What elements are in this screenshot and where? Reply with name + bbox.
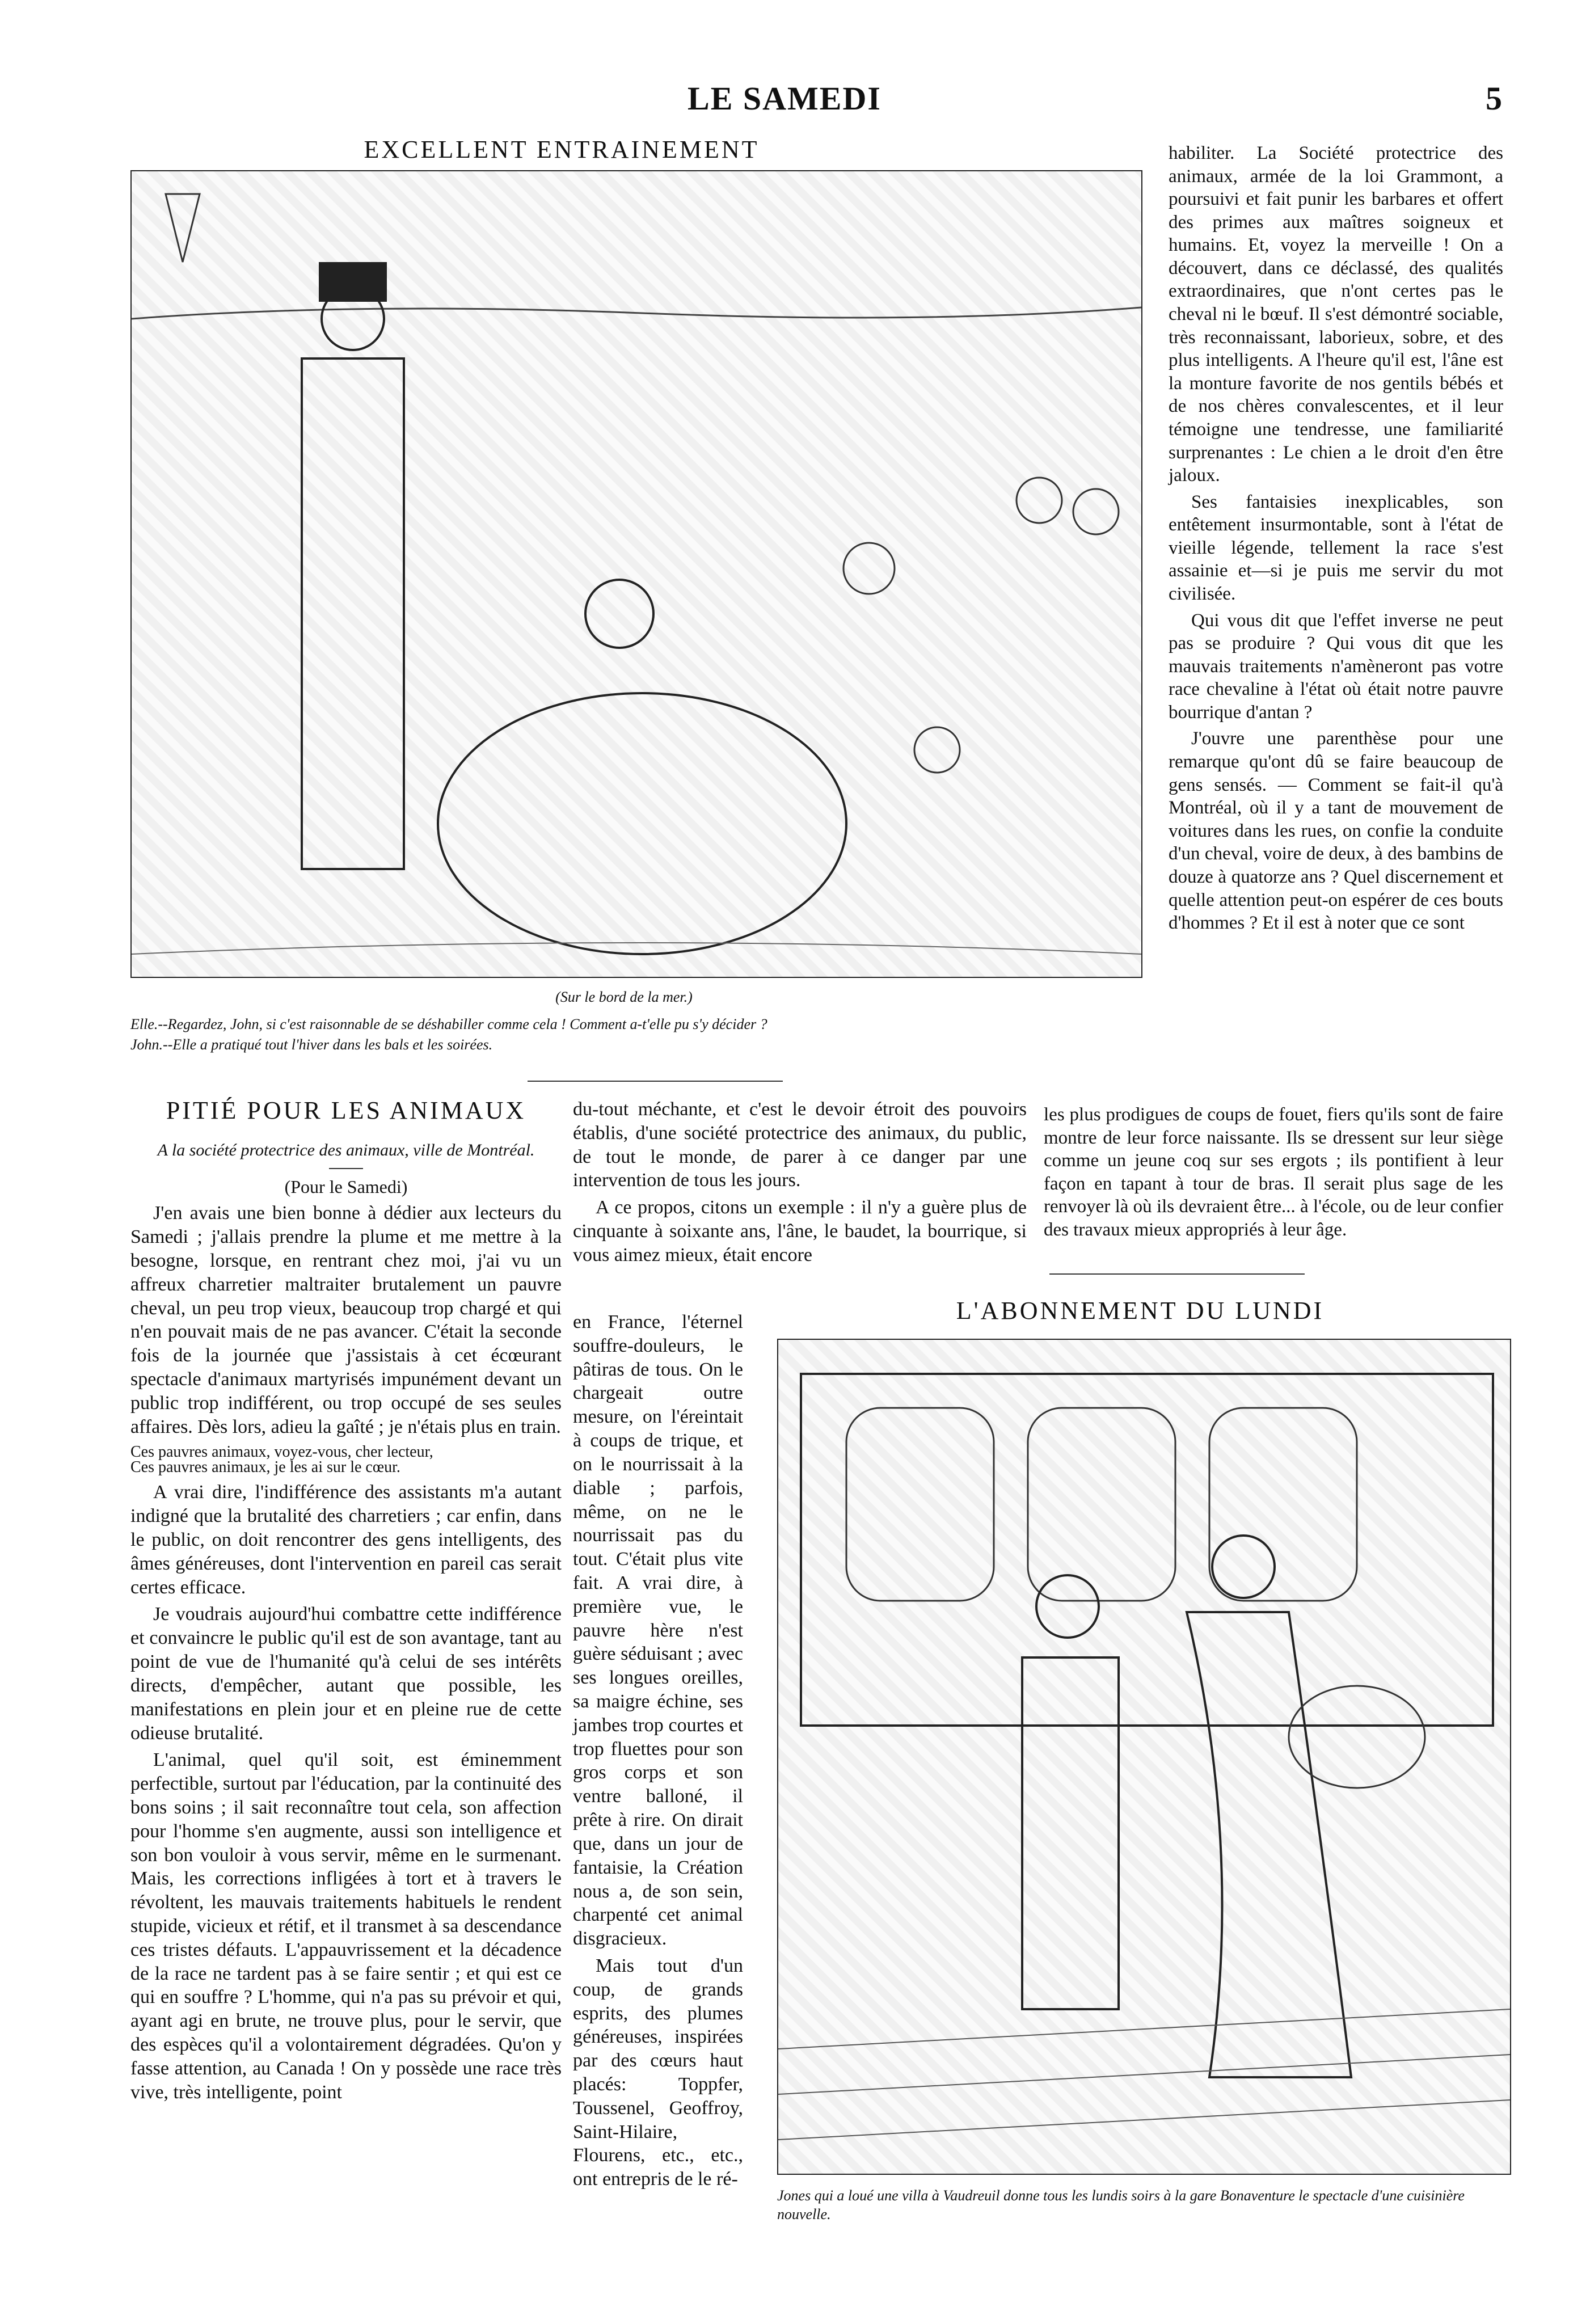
right-paragraph: J'ouvre une parenthèse pour une remarque qu'ont dû se faire beaucoup de gens sensés. — Comment se fait-il qu'à Montréal, où il y a tant de mouvement de voitures dans les rues, on confie la conduite d'un cheval, voire de deux, à des bambins de douze à quatorze ans ? Quel discernement et quelle attention peut-on espérer de ces bouts d'hommes ? Et il est à noter que ce sont (1169, 728, 1503, 934)
beach-illustration (130, 170, 1142, 978)
train-station-illustration (777, 1339, 1511, 2175)
article-title: PITIÉ POUR LES ANIMAUX (166, 1096, 526, 1124)
article-column-2-top (573, 1098, 1027, 1271)
right-paragraph: Qui vous dit que l'effet inverse ne peut pas se produire ? Qui vous dit que les mauvais traitements n'amèneront pas votre race chevaline à l'état où était notre pauvre bourrique d'antan ? (1169, 610, 1503, 723)
right-column-continuation (1044, 1103, 1503, 1245)
article-paragraph: Je voudrais aujourd'hui combattre cette indifférence et convaincre le public qu'il est de son avantage, tant au point de vue de l'humanité qu'à celui de ses intérêts directs, d'empêcher, autant que possible, les manifestations en plein jour et en pleine rue de cette odieuse brutalité. (130, 1604, 562, 1744)
article-column-2-narrow (573, 1310, 743, 2195)
article-byline: (Pour le Samedi) (284, 1176, 408, 1197)
illustration-caption-line2: John.--Elle a pratiqué tout l'hiver dans les bals et les soirées. (130, 1036, 493, 1053)
divider (1049, 1273, 1305, 1275)
article-paragraph: J'en avais une bien bonne à dédier aux lecteurs du Samedi ; j'allais prendre la plume et me mettre à la besogne, lorsque, en rentrant chez moi, j'ai vu un affreux charretier maltraiter brutalement un pauvre cheval, un peu trop vieux, beaucoup trop chargé et qui n'en pouvait mais de ne pas avancer. C'était la seconde fois de la journée que j'assistais à cet écœurant spectacle d'animaux martyrisés impunément devant un public trop indifférent, ou trop occupé de ses seules affaires. Dès lors, adieu la gaîté ; je n'étais plus en train. (130, 1203, 562, 1437)
divider (528, 1081, 783, 1082)
illustration-title: L'ABONNEMENT DU LUNDI (956, 1297, 1325, 1325)
illustration-subtitle: (Sur le bord de la mer.) (555, 989, 693, 1005)
station-scene-drawing (778, 1340, 1510, 2174)
divider (329, 1168, 363, 1169)
continuation-paragraph: les plus prodigues de coups de fouet, fiers qu'ils sont de faire montre de leur force naissante. Ils se dressent sur leur siège comme un jeune coq sur ses ergots ; ils pontifient à leur façon en tapant à tour de bras. Il serait plus sage de les renvoyer là où ils devraient être... à l'école, ou de leur confier des travaux mieux appropriés à leur âge. (1044, 1104, 1503, 1240)
verse-line: Ces pauvres animaux, je les ai sur le cœur. (130, 1458, 400, 1477)
illustration-title: EXCELLENT ENTRAINEMENT (364, 136, 760, 163)
masthead: LE SAMEDI (688, 80, 881, 117)
article-dedication: A la société protectrice des animaux, ville de Montréal. (157, 1141, 535, 1159)
illustration-caption: Jones qui a loué une villa à Vaudreuil donne tous les lundis soirs à la gare Bonaventure le spectacle d'une cuisinière nouvelle. (777, 2187, 1465, 2222)
article-paragraph: du-tout méchante, et c'est le devoir étroit des pouvoirs établis, d'une société protectrice des animaux, du public, de tout le monde, de parer à ce danger par une intervention de tous les jours. (573, 1099, 1027, 1191)
right-paragraph: habiliter. La Société protectrice des animaux, armée de la loi Grammont, a poursuivi et fait punir les barbares et offert des primes aux maîtres soigneux et humains. Et, voyez la merveille ! On a découvert, dans ce déclassé, des qualités extraordinaires, que n'ont certes pas le cheval ni le bœuf. Il s'est démontré sociable, très reconnaissant, laborieux, sobre, et des plus intelligents. A l'heure qu'il est, l'âne est la monture favorite de nos gentils bébés et de nos chères convalescentes, et il leur témoigne une tendresse, une familiarité surprenantes : Le chien a le droit d'en être jaloux. (1169, 143, 1503, 486)
article-paragraph: A vrai dire, l'indifférence des assistants m'a autant indigné que la brutalité des charretiers ; car enfin, dans le public, on doit rencontrer des gens intelligents, des âmes généreuses, dont l'intervention en pareil cas serait certes efficace. (130, 1482, 562, 1598)
article-paragraph: Mais tout d'un coup, de grands esprits, des plumes généreuses, inspirées par des cœurs haut placés: Toppfer, Toussenel, Geoffroy, Saint-Hilaire, Flourens, etc., etc., ont entrepris de le ré- (573, 1955, 743, 2190)
right-column (1169, 142, 1503, 938)
article-paragraph: en France, l'éternel souffre-douleurs, le pâtiras de tous. On le chargeait outre mesure, on l'éreintait à coups de trique, et on le nourrissait à la diable ; parfois, même, on ne le nourrissait pas du tout. C'était plus vite fait. A vrai dire, à première vue, le pauvre hère n'est guère séduisant ; avec ses longues oreilles, sa maigre échine, ses jambes trop courtes et trop fluettes pour son gros corps et son ventre balloné, il prête à rire. On dirait que, dans un jour de fantaisie, la Création nous a, de son sein, charpenté cet animal disgracieux. (573, 1311, 743, 1950)
article-paragraph: A ce propos, citons un exemple : il n'y a guère plus de cinquante à soixante ans, l'âne, le baudet, la bourrique, si vous aimez mieux, était encore (573, 1197, 1027, 1266)
verse-line: Ces pauvres animaux, voyez-vous, cher lecteur, (130, 1443, 433, 1461)
article-paragraph: L'animal, quel qu'il soit, est éminemment perfectible, surtout par l'éducation, par la continuité des bons soins ; il sait reconnaître tout cela, son affection pour l'homme s'en augmente, aussi son intelligence et son bon vouloir à vous servir, même en le surmenant. Mais, les corrections infligées à tort et à travers le révoltent, les mauvais traitements habituels le rendent stupide, vicieux et rétif, et il transmet à sa descendance ces tristes défauts. L'appauvrissement et la décadence de la race ne tardent pas à se faire sentir ; et qui est ce qui en souffre ? L'homme, qui n'a pas su prévoir et qui, ayant agi en brute, ne trouve plus, pour le servir, que des espèces qu'il a volontairement dégradées. Qu'on y fasse attention, au Canada ! On y possède une race très vive, très intelligente, point (130, 1749, 562, 2103)
beach-scene-drawing (132, 171, 1141, 977)
illustration-caption-line1: Elle.--Regardez, John, si c'est raisonnable de se déshabiller comme cela ! Comment a-t'elle pu s'y décider ? (130, 1016, 767, 1032)
page-number: 5 (1486, 80, 1502, 117)
right-paragraph: Ses fantaisies inexplicables, son entêtement insurmontable, sont à l'état de vieille légende, tellement la race s'est assainie et—si je puis me servir du mot civilisée. (1169, 491, 1503, 604)
article-column-1 (130, 1140, 562, 2108)
